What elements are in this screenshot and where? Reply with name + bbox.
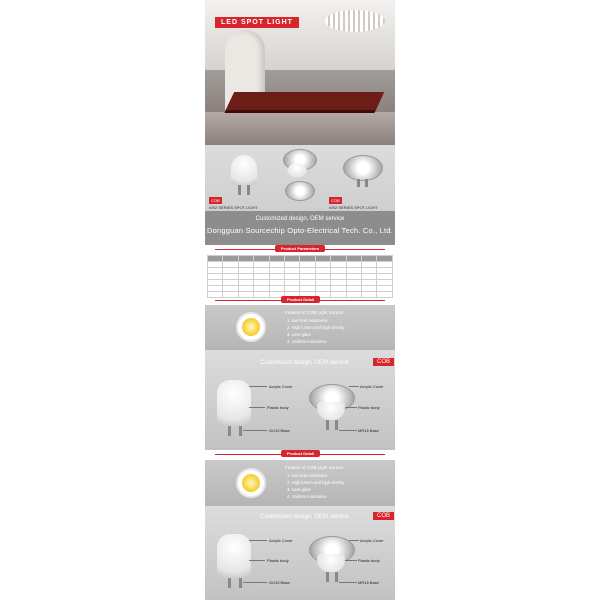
hero-banner (205, 0, 395, 145)
cob-banner: COB (373, 512, 394, 520)
detail-title: Customized design, OEM service (260, 360, 349, 366)
bulb-pin (238, 185, 241, 195)
feature-section (205, 305, 395, 350)
section-title: Product Parameters (275, 245, 325, 252)
bulb-pin (228, 426, 231, 436)
feature-item: 1. low heat resistance (287, 473, 328, 478)
feature-item: 2. High lumen and high density (287, 325, 345, 330)
bulb-pin (228, 578, 231, 588)
bulb-pin (239, 578, 242, 588)
parameter-table (207, 255, 393, 298)
callout-line (249, 407, 265, 408)
bulb-pin (247, 185, 250, 195)
callout-line (339, 582, 357, 583)
callout-line (349, 540, 359, 541)
callout-label: Acrylic Cover (360, 384, 384, 389)
detail-section (205, 350, 395, 450)
conference-table (226, 92, 384, 110)
bulb-body (287, 163, 307, 177)
callout-line (243, 582, 267, 583)
callout-label: Plastic body (358, 558, 380, 563)
callout-label: Plastic body (358, 405, 380, 410)
products-section (205, 145, 395, 245)
feature-item: 2. High lumen and high density (287, 480, 345, 485)
callout-label: Plastic body (267, 558, 289, 563)
gu10-bulb-image (217, 534, 251, 578)
callout-label: Acrylic Cover (269, 538, 293, 543)
cob-tag: COB (331, 198, 340, 203)
detail-section (205, 506, 395, 600)
bulb-pin (326, 572, 329, 582)
callout-line (249, 386, 267, 387)
detail-title: Customized design, OEM service (260, 514, 349, 520)
mr16-bulb-image (343, 155, 383, 181)
callout-label: GU10 Base (269, 428, 290, 433)
feature-item: 3. Less glare (287, 332, 311, 337)
floor (205, 112, 395, 145)
feature-item: 3. Less glare (287, 487, 311, 492)
detail-header (205, 450, 395, 460)
callout-line (349, 386, 359, 387)
section-title: Product Detail (281, 296, 320, 303)
parameters-section (205, 245, 395, 305)
feature-item: 4. Uniform luminance (287, 339, 327, 344)
bulb-front-image (285, 181, 315, 201)
mr16-body (317, 402, 345, 420)
cob-chip-image (238, 470, 264, 496)
feature-item: 1. low heat resistance (287, 318, 328, 323)
callout-line (243, 430, 267, 431)
callout-label: Plastic body (267, 405, 289, 410)
callout-label: MR16 Base (358, 428, 379, 433)
feature-item: 4. Uniform luminance (287, 494, 327, 499)
company-name: Dongguan Sourcechip Opto-Electrical Tech. Co., Ltd. (207, 226, 393, 235)
bulb-pin (239, 426, 242, 436)
skylight (325, 10, 385, 32)
gu10-bulb-image (231, 155, 257, 185)
hero-title: LED SPOT LIGHT (215, 17, 299, 28)
gu10-bulb-image (217, 380, 251, 426)
mr16-body (317, 554, 345, 572)
callout-line (345, 407, 357, 408)
cob-tag: COB (211, 198, 220, 203)
callout-label: Acrylic Cover (360, 538, 384, 543)
feature-title: Feature of COB Light Source: (285, 310, 345, 315)
cob-chip-image (238, 314, 264, 340)
callout-label: MR16 Base (358, 580, 379, 585)
callout-line (339, 430, 357, 431)
bulb-pin (357, 179, 360, 187)
callout-label: GU10 Base (269, 580, 290, 585)
feature-section (205, 460, 395, 506)
bulb-pin (335, 420, 338, 430)
callout-line (249, 560, 265, 561)
slogan: Customized design, OEM service (255, 216, 345, 222)
callout-line (345, 560, 357, 561)
bulb-pin (365, 179, 368, 187)
bulb-pin (326, 420, 329, 430)
section-title: Product Detail (281, 450, 320, 457)
bulb-pin (335, 572, 338, 582)
feature-title: Feature of COB Light Source: (285, 465, 345, 470)
callout-line (249, 540, 267, 541)
series-label: W02 SERIES SPOT LIGHT (209, 205, 258, 210)
series-label: W02 SERIES SPOT LIGHT (329, 205, 378, 210)
callout-label: Acrylic Cover (269, 384, 293, 389)
cob-banner: COB (373, 358, 394, 366)
